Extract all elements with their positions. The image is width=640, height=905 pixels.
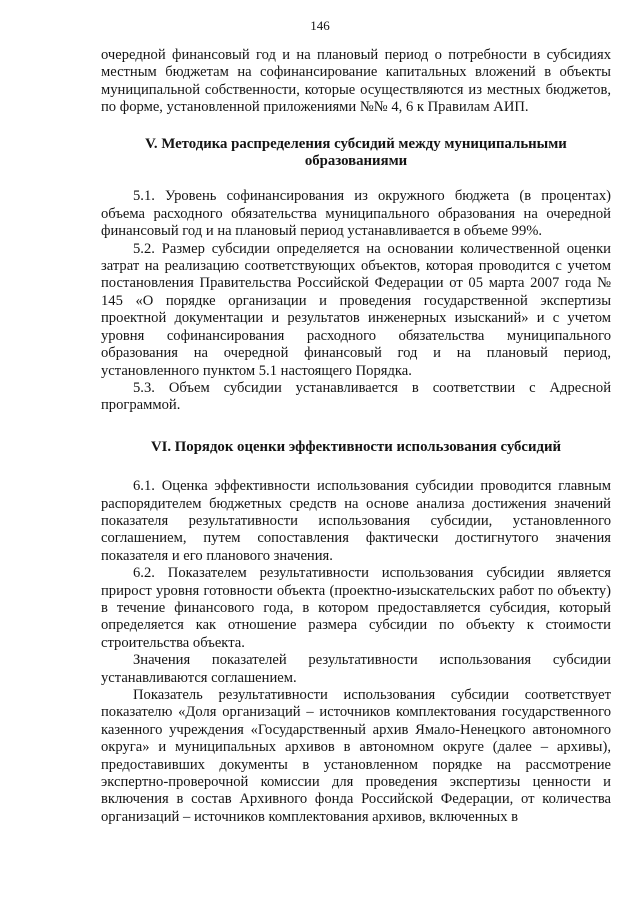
intro-paragraph: очередной финансовый год и на плановый период о потребности в субсидиях местным бюджетам на софинансирование капитальных вложений в объекты муниципальной собственности, которые осуществляются из местных бюджетов, по форме, установленной приложениями №№ 4, 6 к Правилам АИП. (101, 47, 611, 116)
paragraph-5-3: 5.3. Объем субсидии устанавливается в соответствии с Адресной программой. (101, 379, 611, 414)
document-body (101, 47, 611, 826)
section-5-heading: V. Методика распределения субсидий между муниципальными образованиями (145, 135, 567, 170)
paragraph-indicator-values: Значения показателей результативности использования субсидии устанавливаются соглашением. (101, 652, 611, 686)
paragraph-indicator-definition: Показатель результативности использования субсидии соответствует показателю «Доля организаций – источников комплектования государственного казенного учреждения «Государственный архив Ямало-Ненецкого автономного округа» и муниципальных архивов в автономном округе (далее – архивы), предоставивших документы в установленном порядке на рассмотрение экспертно-проверочной комиссии для проведения экспертизы ценности и включения в состав Архивного фонда Российской Федерации, от количества организаций – источников комплектования архивов, включенных в (101, 687, 611, 825)
paragraph-5-2: 5.2. Размер субсидии определяется на основании количественной оценки затрат на реализацию соответствующих объектов, которая проводится с учетом постановления Правительства Российской Федерации от 05 марта 2007 года № 145 «О порядке организации и проведения государственной экспертизы проектной документации и результатов инженерных изысканий» и с учетом уровня софинансирования расходного обязательства муниципального образования на очередной финансовый год и на плановый период, установленного пунктом 5.1 настоящего Порядка. (101, 240, 611, 379)
paragraph-5-1: 5.1. Уровень софинансирования из окружного бюджета (в процентах) объема расходного обязательства муниципального образования на очередной финансовый год и на плановый период устанавливается в объеме 99%. (101, 188, 611, 240)
paragraph-6-1: 6.1. Оценка эффективности использования субсидии проводится главным распорядителем бюджетных средств на основе анализа достижения значений показателя результативности использования субсидии, установленного соглашением, путем сопоставления фактически достигнутого значения показателя и его планового значения. (101, 478, 611, 564)
section-6-heading: VI. Порядок оценки эффективности использования субсидий (150, 438, 562, 455)
paragraph-6-2: 6.2. Показателем результативности использования субсидии является прирост уровня готовности объекта (проектно-изыскательских работ по объекту) в течение финансового года, в котором предоставляется субсидия, который определяется как отношение размера субсидии по объекту к стоимости строительства объекта. (101, 565, 611, 651)
page-number: 146 (310, 18, 330, 33)
